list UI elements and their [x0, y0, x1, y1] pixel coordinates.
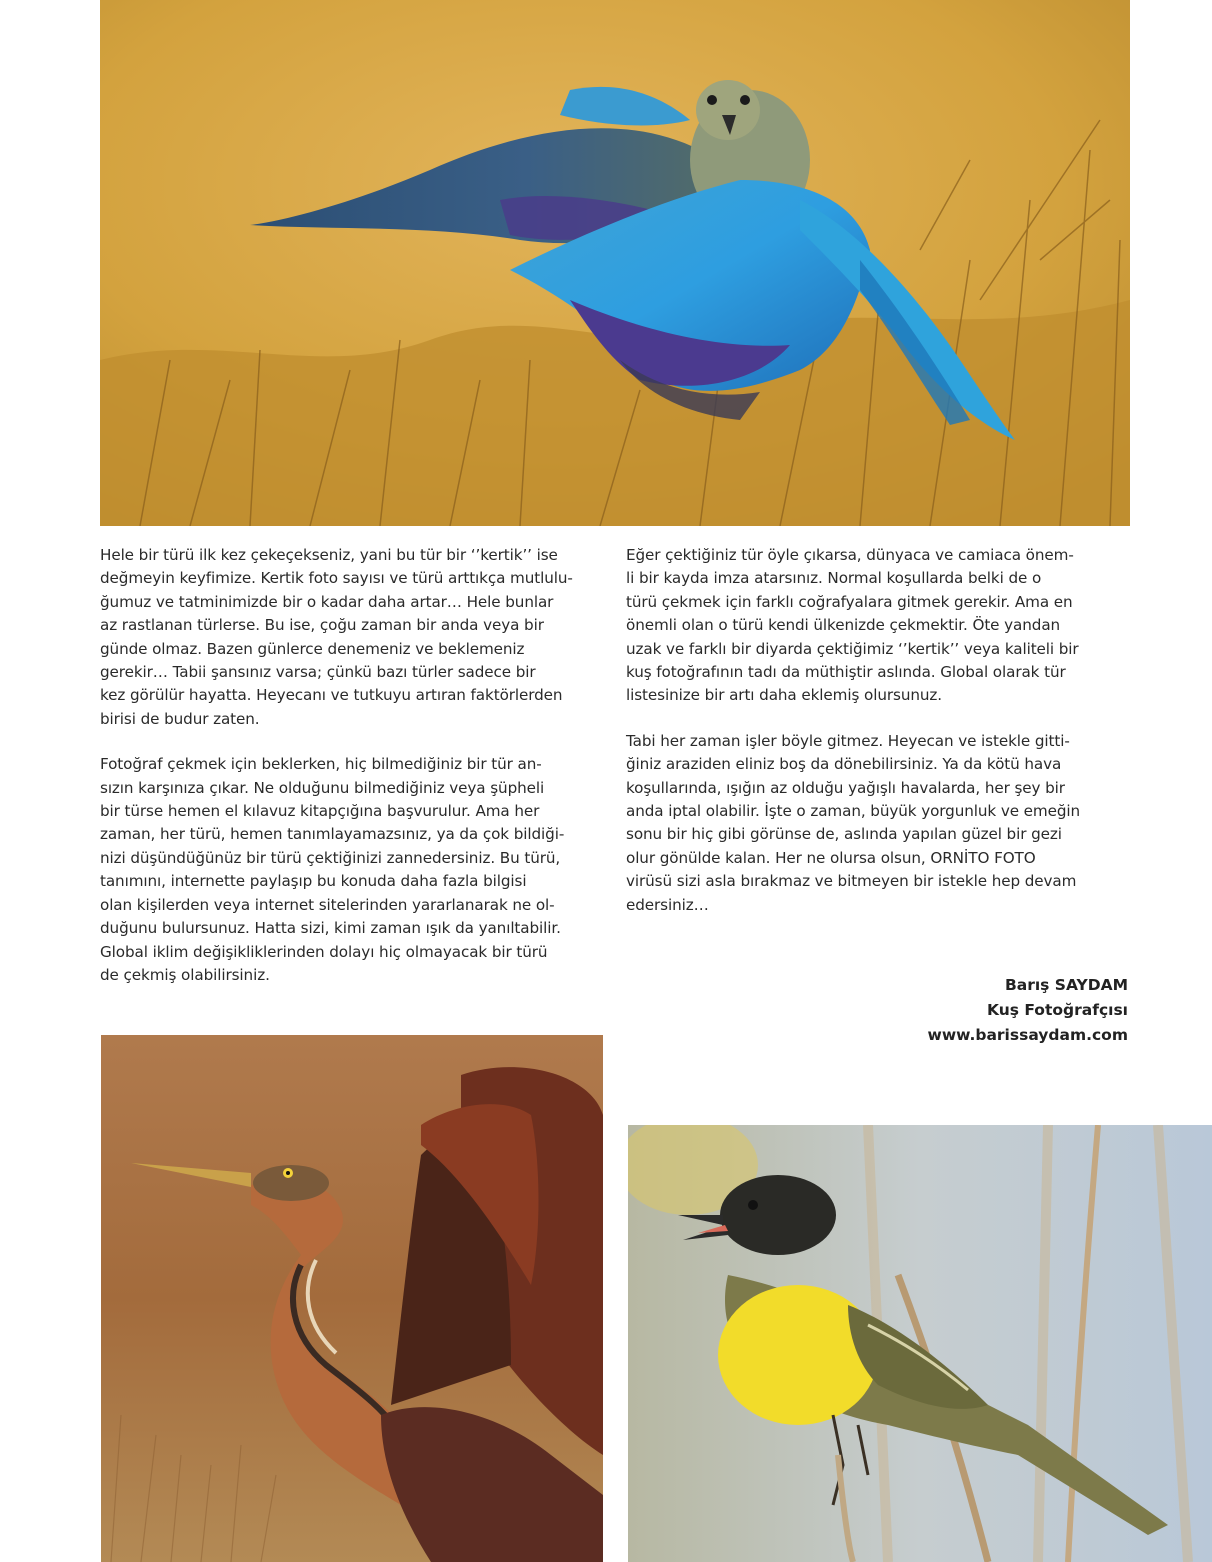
author-website: www.barissaydam.com: [927, 1026, 1128, 1044]
article-right-column: [626, 544, 1122, 939]
roller-bird-photo: [100, 0, 1130, 526]
article-paragraph: Eğer çektiğiniz tür öyle çıkarsa, dünyaca ve camiaca önem- li bir kayda imza atarsınız. Normal koşullarda belki de o türü çekmek için farklı coğrafyalara gitmek gerekir. Ama en önemli olan o türü kendi ülkenizde çekmektir. Öte yandan uzak ve farklı bir diyarda çektiğimiz ‘’kertik’’ veya kaliteli bir kuş fotoğrafının tadı da müthiştir aslında. Global olarak tür listesinize bir artı daha eklemiş olursunuz.: [626, 546, 1079, 705]
article-paragraph: Fotoğraf çekmek için beklerken, hiç bilmediğiniz bir tür an- sızın karşınıza çıkar. Ne olduğunu bilmediğiniz veya şüpheli bir türse hemen el kılavuz kitapçığına başvurulur. Ama her zaman, her türü, hemen tanımlayamazsınız, ya da çok bildiği- nizi düşündüğünüz bir türü çektiğinizi zannedersiniz. Bu türü, tanımını, internette paylaşıp bu konuda daha fazla bilgisi olan kişilerden veya internet sitelerinden yararlanarak ne ol- duğunu bulursunuz. Hatta sizi, kimi zaman ışık da yanıltabilir. Global iklim değişikliklerinden dolayı hiç olmayacak bir türü de çekmiş olabilirsiniz.: [100, 755, 565, 984]
article-left-column: [100, 544, 596, 1009]
author-name: Barış SAYDAM: [1004, 976, 1128, 994]
article-paragraph: Tabi her zaman işler böyle gitmez. Heyecan ve istekle gitti- ğiniz araziden eliniz boş da dönebilirsiniz. Ya da kötü hava koşullarında, ışığın az olduğu yağışlı havalarda, her şey bir anda iptal olabilir. İşte o zaman, büyük yorgunluk ve emeğin sonu bir hiç gibi görünse de, aslında yapılan güzel bir gezi olur gönülde kalan. Her ne olursa olsun, ORNİTO FOTO virüsü sizi asla bırakmaz ve bitmeyen bir istekle hep devam edersiniz…: [626, 731, 1081, 914]
author-signature: [800, 973, 1128, 1048]
yellow-wagtail-photo: [628, 1125, 1212, 1562]
article-paragraph: Hele bir türü ilk kez çekeçekseniz, yani bu tür bir ‘’kertik’’ ise değmeyin keyfimize. Kertik foto sayısı ve türü arttıkça mutlulu- ğumuz ve tatminimizde bir o kadar daha artar… Hele bunlar az rastlanan türlerse. Bu ise, çoğu zaman bir anda veya bir günde olmaz. Bazen günlerce denemeniz ve beklemeniz gerekir… Tabii şansınız varsa; çünkü bazı türler sadece bir kez görülür hayatta. Heyecanı ve tutkuyu artıran faktörlerden birisi de budur zaten.: [100, 546, 573, 728]
purple-heron-photo: [101, 1035, 603, 1562]
author-title: Kuş Fotoğrafçısı: [986, 1001, 1128, 1019]
